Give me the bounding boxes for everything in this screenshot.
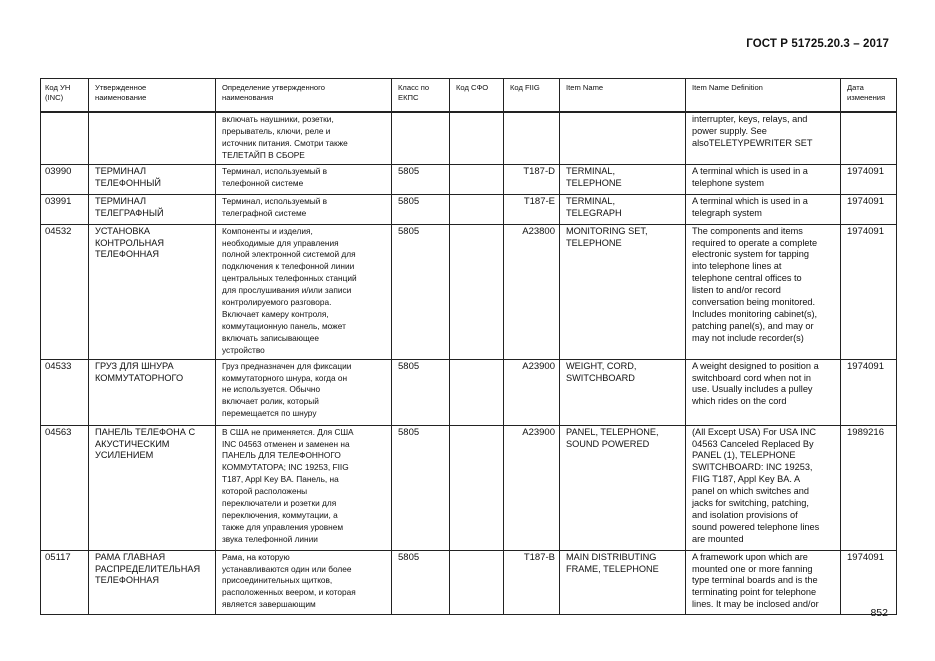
cell-inc: 04532 [41,224,89,359]
cell-name-ru: УСТАНОВКА КОНТРОЛЬНАЯ ТЕЛЕФОННАЯ [89,224,216,359]
cell-date: 1989216 [841,425,897,550]
cell-sfo [450,112,504,164]
header-fiig: Код FIIG [504,79,560,113]
cell-name-ru: ТЕРМИНАЛ ТЕЛЕГРАФНЫЙ [89,194,216,224]
cell-definition-en: The components and items required to operate a complete electronic system for tapping into telephone lines at telephone central offices to listen to and/or record conversation being monitored. Includes monitoring cabinet(s), patching panel(s), and may or may not include recorder(s) [686,224,841,359]
table-row [41,194,897,224]
cell-definition-ru: В США не применяется. Для США INC 04563 отменен и заменен на ПАНЕЛЬ ДЛЯ ТЕЛЕФОННОГО КОММУТАТОРА; INC 19253, FIIG T187, Appl Key BA. Панель, на которой расположены переключатели и розетки для переключения, коммутации, а также для управления уровнем звука телефонной линии [216,425,392,550]
header-name-ru: Утвержденное наименование [89,79,216,113]
header-definition-ru: Определение утвержденного наименования [216,79,392,113]
document-standard-code: ГОСТ Р 51725.20.3 – 2017 [746,38,889,50]
cell-inc [41,112,89,164]
cell-item-name: PANEL, TELEPHONE, SOUND POWERED [560,425,686,550]
cell-definition-en: interrupter, keys, relays, and power supply. See alsoTELETYPEWRITER SET [686,112,841,164]
cell-fiig [504,112,560,164]
cell-inc: 05117 [41,550,89,614]
cell-definition-en: A terminal which is used in a telegraph system [686,194,841,224]
cell-name-ru: ТЕРМИНАЛ ТЕЛЕФОННЫЙ [89,164,216,194]
cell-definition-en: A terminal which is used in a telephone system [686,164,841,194]
cell-inc: 03990 [41,164,89,194]
cell-class [392,112,450,164]
table-row [41,359,897,425]
cell-definition-ru: включать наушники, розетки, прерыватель, ключи, реле и источник питания. Смотри также ТЕЛЕТАЙП В СБОРЕ [216,112,392,164]
cell-item-name: MAIN DISTRIBUTING FRAME, TELEPHONE [560,550,686,614]
cell-definition-en: A weight designed to position a switchboard cord when not in use. Usually includes a pulley which rides on the cord [686,359,841,425]
cell-definition-ru: Рама, на которую устанавливаются один или более присоединительных щитков, расположенных веером, и которая является завершающим [216,550,392,614]
cell-class: 5805 [392,164,450,194]
cell-sfo [450,164,504,194]
table-row [41,550,897,614]
cell-sfo [450,194,504,224]
cell-class: 5805 [392,194,450,224]
cell-sfo [450,550,504,614]
cell-sfo [450,359,504,425]
cell-definition-ru: Груз предназначен для фиксации коммутаторного шнура, когда он не используется. Обычно включает ролик, который перемещается по шнуру [216,359,392,425]
cell-name-ru: РАМА ГЛАВНАЯ РАСПРЕДЕЛИТЕЛЬНАЯ ТЕЛЕФОННАЯ [89,550,216,614]
classification-table [40,78,897,615]
table-row [41,425,897,550]
cell-item-name: TERMINAL, TELEGRAPH [560,194,686,224]
cell-inc: 04563 [41,425,89,550]
cell-class: 5805 [392,224,450,359]
cell-sfo [450,425,504,550]
cell-sfo [450,224,504,359]
header-inc: Код УН (INC) [41,79,89,113]
cell-definition-en: A framework upon which are mounted one or more fanning type terminal boards and is the terminating point for telephone lines. It may be inclosed and/or [686,550,841,614]
table-row [41,112,897,164]
cell-definition-ru: Терминал, используемый в телеграфной системе [216,194,392,224]
cell-definition-en: (All Except USA) For USA INC 04563 Canceled Replaced By PANEL (1), TELEPHONE SWITCHBOARD: INC 19253, FIIG T187, Appl Key BA. A panel on which switches and jacks for switching, patching, and isolation provisions of sound powered telephone lines are mounted [686,425,841,550]
cell-definition-ru: Терминал, используемый в телефонной системе [216,164,392,194]
cell-date: 1974091 [841,224,897,359]
table-row [41,224,897,359]
page-number: 852 [870,607,888,619]
cell-item-name: WEIGHT, CORD, SWITCHBOARD [560,359,686,425]
cell-fiig: A23900 [504,425,560,550]
table-header-row [41,79,897,113]
cell-class: 5805 [392,425,450,550]
cell-date: 1974091 [841,164,897,194]
cell-item-name: MONITORING SET, TELEPHONE [560,224,686,359]
cell-name-ru [89,112,216,164]
cell-class: 5805 [392,550,450,614]
cell-name-ru: ПАНЕЛЬ ТЕЛЕФОНА С АКУСТИЧЕСКИМ УСИЛЕНИЕМ [89,425,216,550]
cell-definition-ru: Компоненты и изделия, необходимые для управления полной электронной системой для подключения к телефонной линии центральных телефонных станций для прослушивания и/или записи контролируемого разговора. Включает камеру контроля, коммутационную панель, может включать записывающее устройство [216,224,392,359]
header-item-name-definition: Item Name Definition [686,79,841,113]
header-date: Дата изменения [841,79,897,113]
cell-date: 1974091 [841,550,897,614]
header-sfo: Код СФО [450,79,504,113]
cell-fiig: T187-D [504,164,560,194]
cell-name-ru: ГРУЗ ДЛЯ ШНУРА КОММУТАТОРНОГО [89,359,216,425]
cell-fiig: T187-B [504,550,560,614]
cell-fiig: A23900 [504,359,560,425]
cell-inc: 04533 [41,359,89,425]
cell-fiig: T187-E [504,194,560,224]
cell-date: 1974091 [841,194,897,224]
cell-item-name: TERMINAL, TELEPHONE [560,164,686,194]
cell-date [841,112,897,164]
header-class: Класс по ЕКПС [392,79,450,113]
cell-fiig: A23800 [504,224,560,359]
cell-item-name [560,112,686,164]
table-row [41,164,897,194]
cell-date: 1974091 [841,359,897,425]
header-item-name: Item Name [560,79,686,113]
cell-class: 5805 [392,359,450,425]
cell-inc: 03991 [41,194,89,224]
